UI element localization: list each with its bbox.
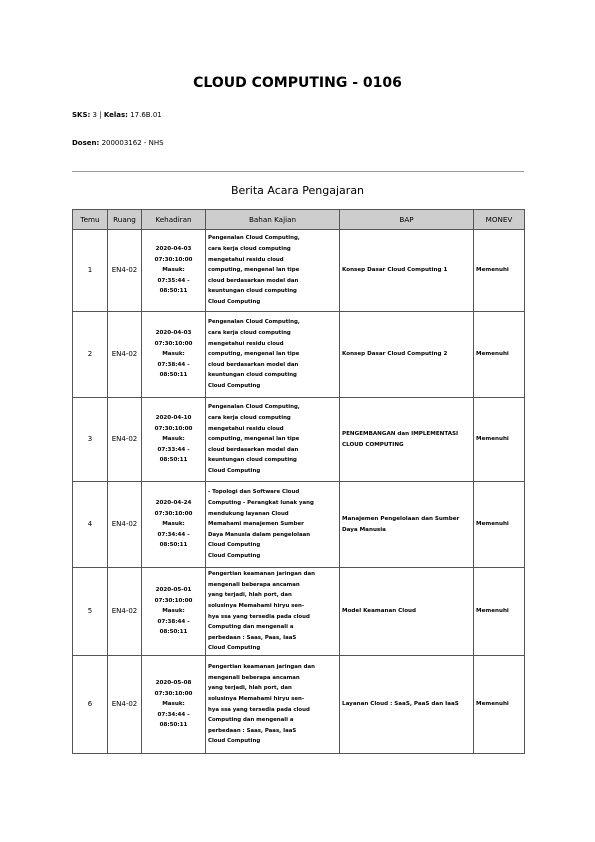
cell-bahan-kajian: - Topologi dan Software Cloud Computing - Perangkat lunak yang mendukung layanan Cloud Memahami manajemen Sumber Daya Manusia dalam pengelolaan Cloud Computing Cloud Computing: [206, 482, 340, 568]
dosen-value: 200003162 - NHS: [101, 139, 164, 147]
attendance-in: 07:35:44 -: [157, 277, 190, 284]
cell-bahan-kajian: Pengenalan Cloud Computing, cara kerja cloud computing mengetahui residu cloud computing, mengenal lan tipe cloud berdasarkan model dan keuntungan cloud computing Cloud Computing: [206, 230, 340, 312]
table-row: [73, 482, 525, 568]
dosen-label: Dosen:: [72, 139, 100, 147]
divider-line: [72, 171, 524, 172]
attendance-masuk-label: Masuk:: [162, 267, 185, 274]
table-row: [73, 312, 525, 398]
attendance-date: 2020-04-24: [155, 500, 192, 507]
header-kehadiran: Kehadiran: [142, 210, 206, 230]
attendance-in: 07:33:44 -: [157, 446, 190, 453]
cell-monev: Memenuhi: [474, 230, 525, 312]
cell-temu: 1: [73, 230, 108, 312]
cell-temu: 6: [73, 656, 108, 754]
cell-monev: Memenuhi: [474, 312, 525, 398]
attendance-masuk-label: Masuk:: [162, 608, 185, 615]
cell-temu: 2: [73, 312, 108, 398]
header-ruang: Ruang: [108, 210, 142, 230]
attendance-masuk-label: Masuk:: [162, 436, 185, 443]
course-meta-line: [72, 111, 162, 119]
cell-bap: Layanan Cloud : SaaS, PaaS dan IaaS: [340, 656, 474, 754]
attendance-date: 2020-05-08: [155, 680, 192, 687]
lecturer-line: [72, 139, 164, 147]
cell-bahan-kajian: Pengenalan Cloud Computing, cara kerja cloud computing mengetahui residu cloud computing, mengenal lan tipe cloud berdasarkan model dan keuntungan cloud computing Cloud Computing: [206, 312, 340, 398]
attendance-out: 08:50:11: [159, 457, 188, 464]
attendance-date: 2020-04-03: [155, 246, 192, 253]
attendance-masuk-label: Masuk:: [162, 521, 185, 528]
cell-ruang: EN4-02: [108, 312, 142, 398]
cell-kehadiran: [142, 230, 206, 312]
attendance-date: 2020-04-03: [155, 330, 192, 337]
attendance-schedule: 07:30:10:00: [154, 510, 193, 517]
cell-kehadiran: [142, 568, 206, 656]
kelas-value: 17.6B.01: [130, 111, 162, 119]
header-temu: Temu: [73, 210, 108, 230]
header-bap: BAP: [340, 210, 474, 230]
attendance-schedule: 07:30:10:00: [154, 597, 193, 604]
attendance-in: 07:38:44 -: [157, 618, 190, 625]
attendance-out: 08:50:11: [159, 288, 188, 295]
cell-bap: Konsep Dasar Cloud Computing 2: [340, 312, 474, 398]
table-row: [73, 398, 525, 482]
cell-ruang: EN4-02: [108, 398, 142, 482]
table-header-row: [73, 210, 525, 230]
sks-value: 3: [92, 111, 98, 119]
cell-ruang: EN4-02: [108, 568, 142, 656]
cell-monev: Memenuhi: [474, 482, 525, 568]
document-title: CLOUD COMPUTING - 0106: [193, 75, 402, 91]
attendance-date: 2020-05-01: [155, 587, 192, 594]
attendance-masuk-label: Masuk:: [162, 701, 185, 708]
cell-kehadiran: [142, 482, 206, 568]
cell-monev: Memenuhi: [474, 568, 525, 656]
attendance-out: 08:50:11: [159, 722, 188, 729]
attendance-masuk-label: Masuk:: [162, 351, 185, 358]
cell-temu: 3: [73, 398, 108, 482]
cell-kehadiran: [142, 398, 206, 482]
cell-monev: Memenuhi: [474, 656, 525, 754]
attendance-schedule: 07:30:10:00: [154, 256, 193, 263]
kelas-label: Kelas:: [103, 111, 128, 119]
cell-kehadiran: [142, 656, 206, 754]
cell-bahan-kajian: Pengertian keamanan jaringan dan mengenali beberapa ancaman yang terjadi, hlah port, dan solusinya Memahami hiryu sen- hya ssa yang tersedia pada cloud Computing dan mengenali a perbedaan : Saas, Paas, IaaS Cloud Computing: [206, 656, 340, 754]
attendance-in: 07:34:44 -: [157, 711, 190, 718]
cell-temu: 4: [73, 482, 108, 568]
attendance-out: 08:50:11: [159, 629, 188, 636]
attendance-in: 07:38:44 -: [157, 361, 190, 368]
cell-ruang: EN4-02: [108, 656, 142, 754]
attendance-out: 08:50:11: [159, 542, 188, 549]
teaching-record-table: [72, 209, 525, 754]
cell-bap: Manajemen Pengelolaan dan Sumber Daya Manusia: [340, 482, 474, 568]
cell-ruang: EN4-02: [108, 482, 142, 568]
table-row: [73, 230, 525, 312]
section-title: Berita Acara Pengajaran: [230, 184, 365, 197]
sks-label: SKS:: [72, 111, 91, 119]
cell-ruang: EN4-02: [108, 230, 142, 312]
table-row: [73, 656, 525, 754]
attendance-schedule: 07:30:10:00: [154, 340, 193, 347]
cell-bap: Model Keamanan Cloud: [340, 568, 474, 656]
header-bahan-kajian: Bahan Kajian: [206, 210, 340, 230]
cell-bap: PENGEMBANGAN dan IMPLEMENTASI CLOUD COMPUTING: [340, 398, 474, 482]
attendance-schedule: 07:30:10:00: [154, 690, 193, 697]
cell-kehadiran: [142, 312, 206, 398]
cell-temu: 5: [73, 568, 108, 656]
cell-bap: Konsep Dasar Cloud Computing 1: [340, 230, 474, 312]
table-row: [73, 568, 525, 656]
header-monev: MONEV: [474, 210, 525, 230]
attendance-out: 08:50:11: [159, 372, 188, 379]
attendance-schedule: 07:30:10:00: [154, 425, 193, 432]
meta-separator: |: [99, 111, 102, 119]
cell-bahan-kajian: Pengenalan Cloud Computing, cara kerja cloud computing mengetahui residu cloud computing, mengenal lan tipe cloud berdasarkan model dan keuntungan cloud computing Cloud Computing: [206, 398, 340, 482]
attendance-in: 07:34:44 -: [157, 531, 190, 538]
cell-monev: Memenuhi: [474, 398, 525, 482]
cell-bahan-kajian: Pengertian keamanan jaringan dan mengenali beberapa ancaman yang terjadi, hlah port, dan solusinya Memahami hiryu sen- hya ssa yang tersedia pada cloud Computing dan mengenali a perbedaan : Saas, Paas, IaaS Cloud Computing: [206, 568, 340, 656]
attendance-date: 2020-04-10: [155, 415, 192, 422]
